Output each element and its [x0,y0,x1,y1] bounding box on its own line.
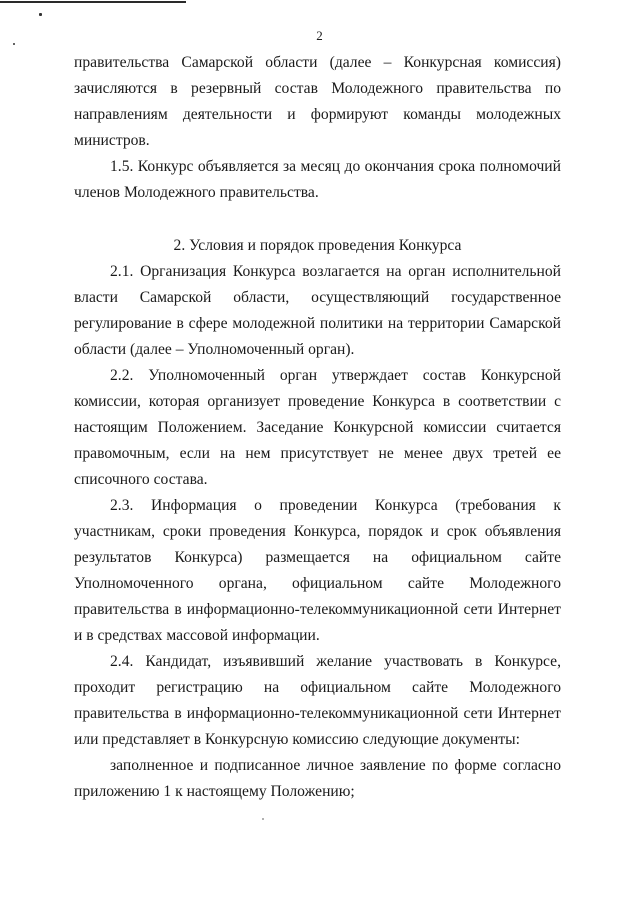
section-heading: 2. Условия и порядок проведения Конкурса [173,237,462,254]
scan-speck [39,13,42,16]
paragraph-2-2: 2.2. Уполномоченный орган утверждает состав Конкурсной комиссии, которая организует проведение Конкурса в соответствии с настоящим Положением. Заседание Конкурсной комиссии считается правомочным, если на нем присутствует не менее двух третей ее списочного состава. [74,367,561,488]
document-body [74,50,561,805]
paragraph-2-1: 2.1. Организация Конкурса возлагается на орган исполнительной власти Самарской области, осуществляющий государственное регулирование в сфере молодежной политики на территории Самарской области (далее – Уполномоченный орган). [74,263,561,358]
paragraph-1-5: 1.5. Конкурс объявляется за месяц до окончания срока полномочий членов Молодежного правительства. [74,158,561,201]
paragraph-2-3: 2.3. Информация о проведении Конкурса (требования к участникам, сроки проведения Конкурса, порядок и срок объявления результатов Конкурса) размещается на официальном сайте Уполномоченного органа, официальном сайте Молодежного правительства в информационно-телекоммуникационной сети Интернет и в средствах массовой информации. [74,497,561,644]
scan-artifact-line [0,1,186,3]
paragraph-2-4: 2.4. Кандидат, изъявивший желание участвовать в Конкурсе, проходит регистрацию на официальном сайте Молодежного правительства в информационно-телекоммуникационной сети Интернет или представляет в Конкурсную комиссию следующие документы: [74,653,561,748]
section-gap [74,206,561,233]
scan-speck [262,818,264,820]
paragraph-application: заполненное и подписанное личное заявление по форме согласно приложению 1 к настоящему Положению; [74,757,561,800]
page-number: 2 [316,28,323,43]
paragraph-continuation: правительства Самарской области (далее – Конкурсная комиссия) зачисляются в резервный состав Молодежного правительства по направлениям деятельности и формируют команды молодежных министров. [74,54,561,149]
